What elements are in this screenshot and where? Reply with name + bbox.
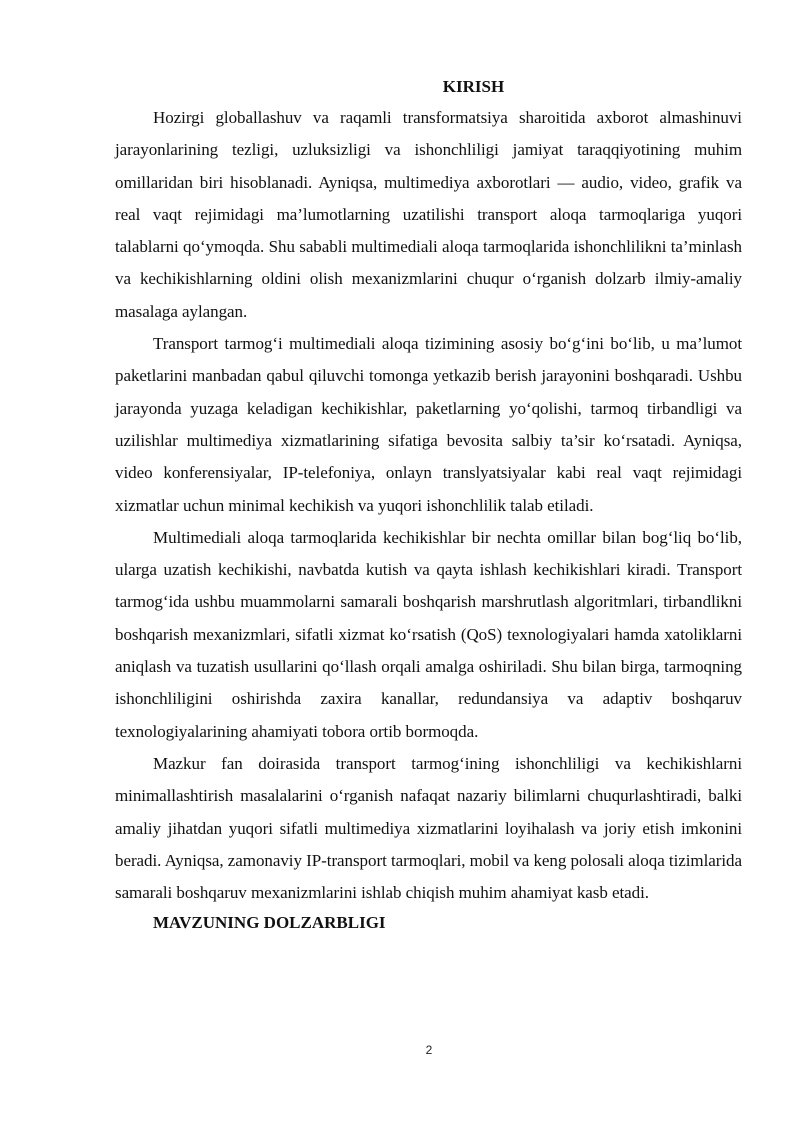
paragraph-4: Mazkur fan doirasida transport tarmog‘ining ishonchliligi va kechikishlarni minimallashtirish masalalarini o‘rganish nafaqat nazariy bilimlarni chuqurlashtiradi, balki amaliy jihatdan yuqori sifatli multimediya xizmatlarini loyihalash va joriy etish imkonini beradi. Ayniqsa, zamonaviy IP-transport tarmoqlari, mobil va keng polosali aloqa tizimlarida samarali boshqaruv mexanizmlarini ishlab chiqish muhim ahamiyat kasb etadi. — [115, 753, 742, 903]
section-subheading: MAVZUNING DOLZARBLIGI — [153, 913, 386, 933]
document-page — [115, 74, 742, 937]
paragraph-1: Hozirgi globallashuv va raqamli transformatsiya sharoitida axborot almashinuvi jarayonlarining tezligi, uzluksizligi va ishonchliligi jamiyat taraqqiyotining muhim omillaridan biri hisoblanadi. Ayniqsa, multimediya axborotlari — audio, video, grafik va real vaqt rejimidagi ma’lumotlarning uzatilishi transport aloqa tarmoqlariga yuqori talablarni qo‘ymoqda. Shu sababli multimediali aloqa tarmoqlarida ishonchlilikni ta’minlash va kechikishlarning oldini olish mexanizmlarini chuqur o‘rganish dolzarb ilmiy-amaliy masalaga aylangan. — [115, 108, 742, 321]
section-title: KIRISH — [442, 77, 505, 96]
paragraph-2: Transport tarmog‘i multimediali aloqa tizimining asosiy bo‘g‘ini bo‘lib, u ma’lumot paketlarini manbadan qabul qiluvchi tomonga yetkazib berish jarayonini boshqaradi. Ushbu jarayonda yuzaga keladigan kechikishlar, paketlarning yo‘qolishi, tarmoq tirbandligi va uzilishlar multimediya xizmatlarining sifatiga bevosita salbiy ta’sir ko‘rsatadi. Ayniqsa, video konferensiyalar, IP-telefoniya, onlayn translyatsiyalar kabi real vaqt rejimidagi xizmatlar uchun minimal kechikish va yuqori ishonchlilik talab etiladi. — [115, 334, 742, 515]
paragraph-3: Multimediali aloqa tarmoqlarida kechikishlar bir nechta omillar bilan bog‘liq bo‘lib, ularga uzatish kechikishi, navbatda kutish va qayta ishlash kechikishlari kiradi. Transport tarmog‘ida ushbu muammolarni samarali boshqarish marshrutlash algoritmlari, tirbandlikni boshqarish mexanizmlari, sifatli xizmat ko‘rsatish (QoS) texnologiyalari hamda xatoliklarni aniqlash va tuzatish usullarini qo‘llash orqali amalga oshiriladi. Shu bilan birga, tarmoqning ishonchliligini oshirishda zaxira kanallar, redundansiya va adaptiv boshqaruv texnologiyalarining ahamiyati tobora ortib bormoqda. — [115, 527, 742, 741]
page-number: 2 — [425, 1043, 433, 1057]
